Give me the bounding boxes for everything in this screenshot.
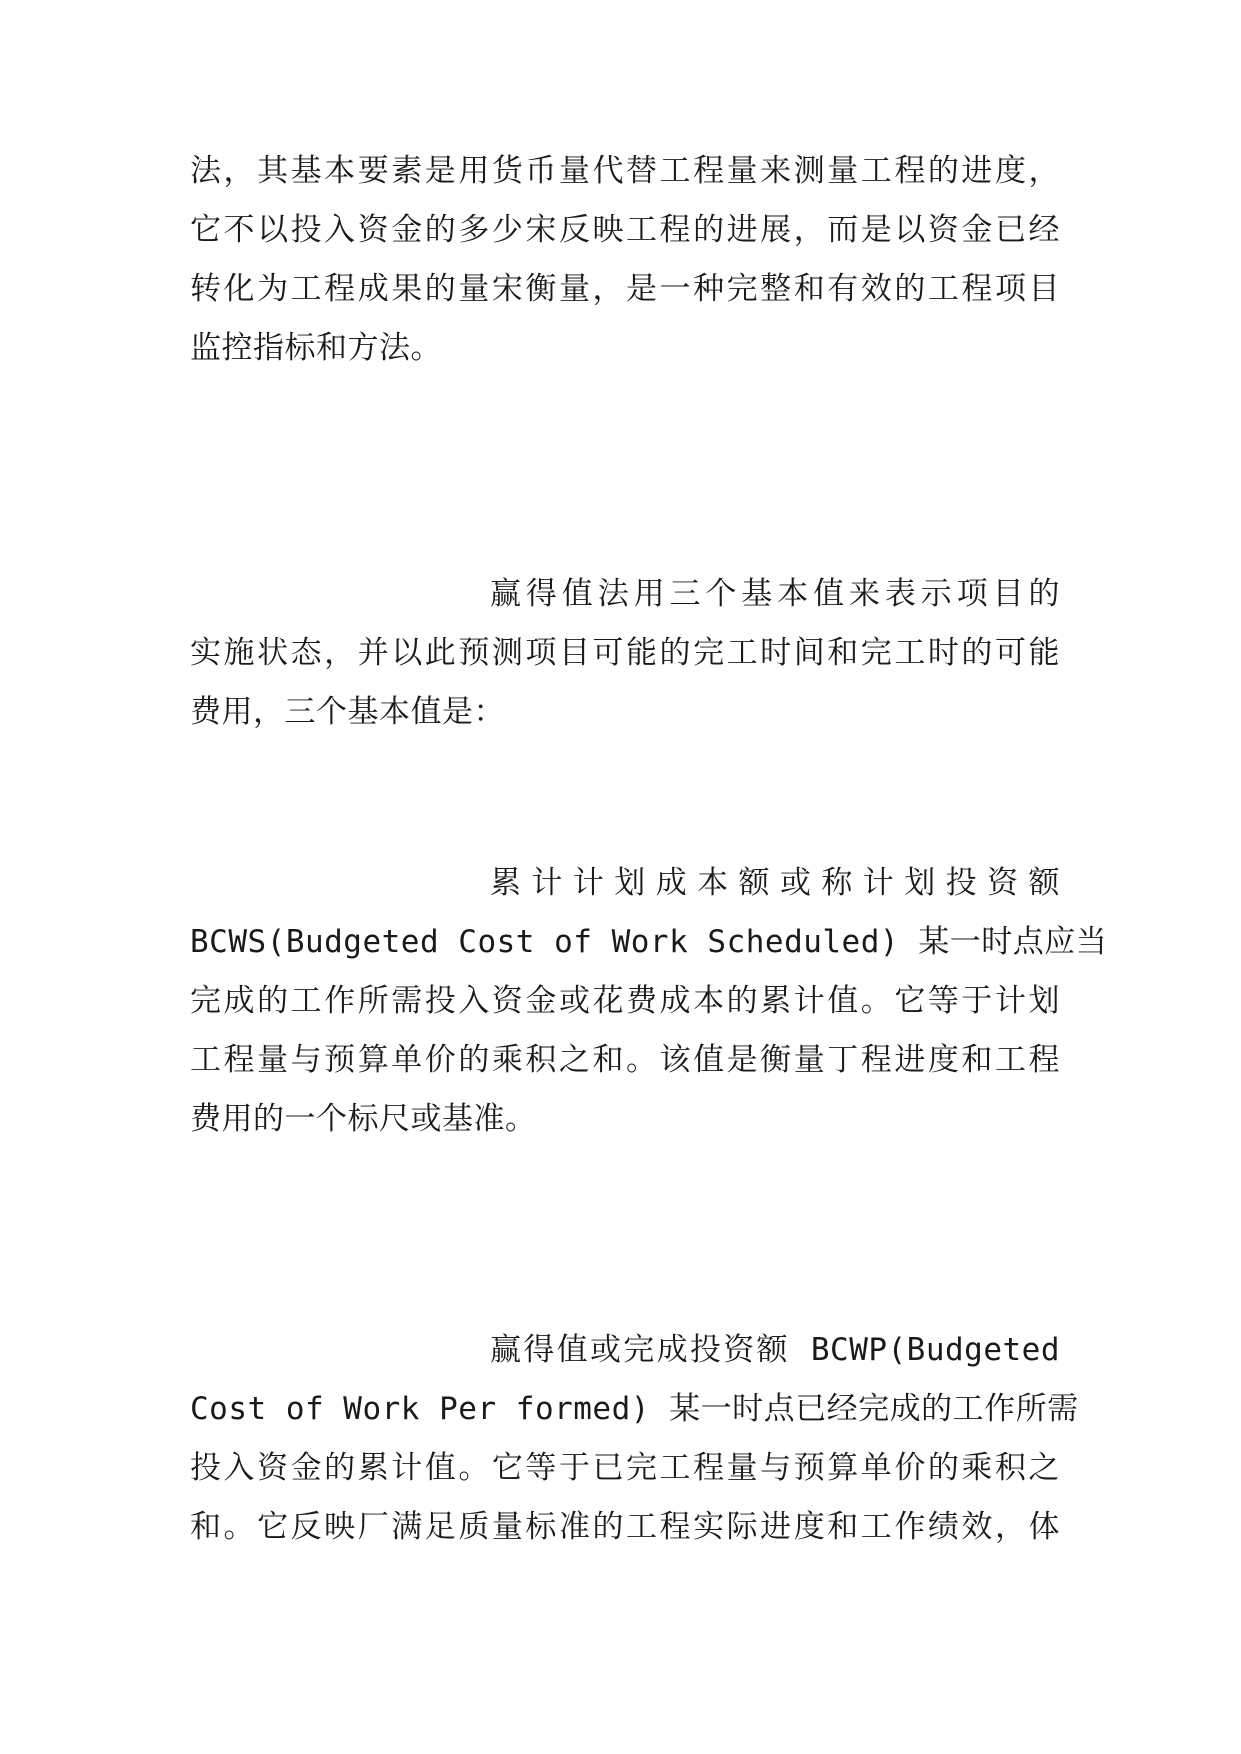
paragraph-line: 工程量与预算单价的乘积之和。该值是衡量丁程进度和工程 (190, 1042, 1060, 1078)
paragraph-line: 完成的工作所需投入资金或花费成本的累计值。它等于计划 (190, 983, 1060, 1019)
paragraph-line: 实施状态，并以此预测项目可能的完工时间和完工时的可能 (190, 635, 1060, 671)
paragraph-line: 费用，三个基本值是： (190, 694, 505, 730)
paragraph-line: 法，其基本要素是用货币量代替工程量来测量工程的进度， (190, 153, 1060, 189)
paragraph-line: 监控指标和方法。 (190, 330, 442, 366)
paragraph-line: 赢得值法用三个基本值来表示项目的 (490, 576, 1060, 612)
paragraph-line: 赢得值或完成投资额 BCWP(Budgeted (490, 1332, 1060, 1368)
paragraph-line: 它不以投入资金的多少宋反映工程的进展，而是以资金已经 (190, 212, 1060, 248)
paragraph-line: 费用的一个标尺或基准。 (190, 1101, 537, 1137)
paragraph-line: 累计计划成本额或称计划投资额 (490, 865, 1060, 901)
paragraph-line: Cost of Work Per formed) 某一时点已经完成的工作所需 (190, 1391, 1079, 1427)
paragraph-line: 投入资金的累计值。它等于已完工程量与预算单价的乘积之 (190, 1450, 1060, 1486)
paragraph-line: BCWS(Budgeted Cost of Work Scheduled) 某一时点应当 (190, 924, 1108, 960)
paragraph-line: 和。它反映厂满足质量标准的工程实际进度和工作绩效，体 (190, 1509, 1060, 1545)
paragraph-line: 转化为工程成果的量宋衡量，是一种完整和有效的工程项目 (190, 271, 1060, 307)
